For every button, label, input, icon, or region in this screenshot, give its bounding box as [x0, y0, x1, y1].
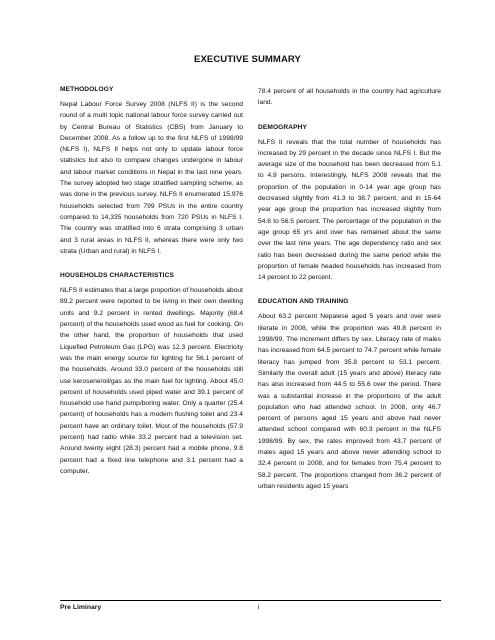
left-column [60, 86, 243, 477]
footer-label: Pre Liminary [60, 604, 102, 611]
demography-heading: DEMOGRAPHY [258, 123, 307, 131]
methodology-heading: METHODOLOGY [60, 86, 114, 93]
right-column [258, 86, 441, 492]
education-paragraph: About 63.2 percent Nepalese aged 5 years and over were literate in 2008, while the proportion was 49.8 percent in 1998/99. The increment differs by sex. Literacy rate of males has increased from 64.5 percent to 74.7 percent while female literacy has jumped from 35.8 percent to 53.1 percent. Similarly the overall adult (15 years and above) literacy rate has also increased from 44.5 to 55.6 over the period. There was a substantial increase in the proportions of the adult population who had attended school. In 2008, only 46.7 percent of persons aged 15 years and above had never attended school compared with 60.3 percent in the NLFS 1998/99. By sex, the rates improved from 43.7 percent of males aged 15 years and above never attending school to 32.4 percent in 2008, and for females from 75.4 percent to 58.2 percent. The proportions changed from 36.2 percent of urban residents aged 15 years [258, 313, 441, 490]
page-title: EXECUTIVE SUMMARY [194, 54, 301, 65]
continued-paragraph: 78.4 percent of all households in the country had agriculture land. [258, 88, 441, 107]
households-heading: HOUSEHOLDS CHARACTERISTICS [60, 272, 174, 280]
demography-paragraph: NLFS II reveals that the total number of households has increased by 29 percent in the decade since NLFS I. But the average size of the household has been decreased from 5.1 to 4.9 persons. Interestingly, NLFS 2008 reveals that the proportion of the population in 0-14 year age group has decreased slightly from 41.3 to 38.7 percent, and in 15-64 year age group the proportion has increased slightly from 54.6 to 56.5 percent. The percentage of the population in the age group 65 yrs and over has remained about the same over the last nine years. The age dependency ratio and sex ratio has been decreased during the same period while the proportion of female headed households has increased from 14 percent to 22 percent. [258, 138, 441, 282]
households-paragraph: NLFS II estimates that a large proportion of households about 89.2 percent were reported to be living in their own dwelling units and 9.2 percent in rented dwellings. Majority (68.4 percent) of the households used wood as fuel for cooking. On the other hand, the proportion of households that used Liquefied Petroleum Gas (LPG) was 12.3 percent. Electricity was the main energy source for lighting for 56.1 percent of the households. Around 33.0 percent of the households still use kerosene/oil/gas as the main fuel for lighting. About 45.0 percent of households used piped water and 39.1 percent of household use hand pump/boring water. Only a quarter (25.4 percent) of households has a modern flushing toilet and 23.4 percent have an ordinary toilet. Most of the households (57.9 percent) had radio while 33.2 percent had a television set. Around twenty eight (28.3) percent had a mobile phone, 9.8 percent had a fixed line telephone and 3.1 percent had a computer. [60, 287, 243, 475]
methodology-paragraph: Nepal Labour Force Survey 2008 (NLFS II) is the second round of a multi topic national labour force survey carried out by Central Bureau of Statistics (CBS) from January to December 2008. As a follow up to the first NLFS of 1998/99 (NLFS I), NLFS II helps not only to update labour force statistics but also to compare changes undergone in labour and labour market conditions in Nepal in the last nine years. The survey adopted two stage stratified sampling scheme, as was done in the previous survey. NLFS II enumerated 15,976 households selected from 799 PSUs in the entire country compared to 14,335 households from 720 PSUs in NLFS I. The country was stratified into 6 strata comprising 3 urban and 3 rural areas in NLFS II, whereas there were only two strata (Urban and rural) in NLFS I. [60, 101, 243, 255]
page-number: i [258, 604, 260, 611]
education-heading: EDUCATION AND TRAINING [258, 298, 349, 306]
footer-rule [60, 600, 441, 601]
